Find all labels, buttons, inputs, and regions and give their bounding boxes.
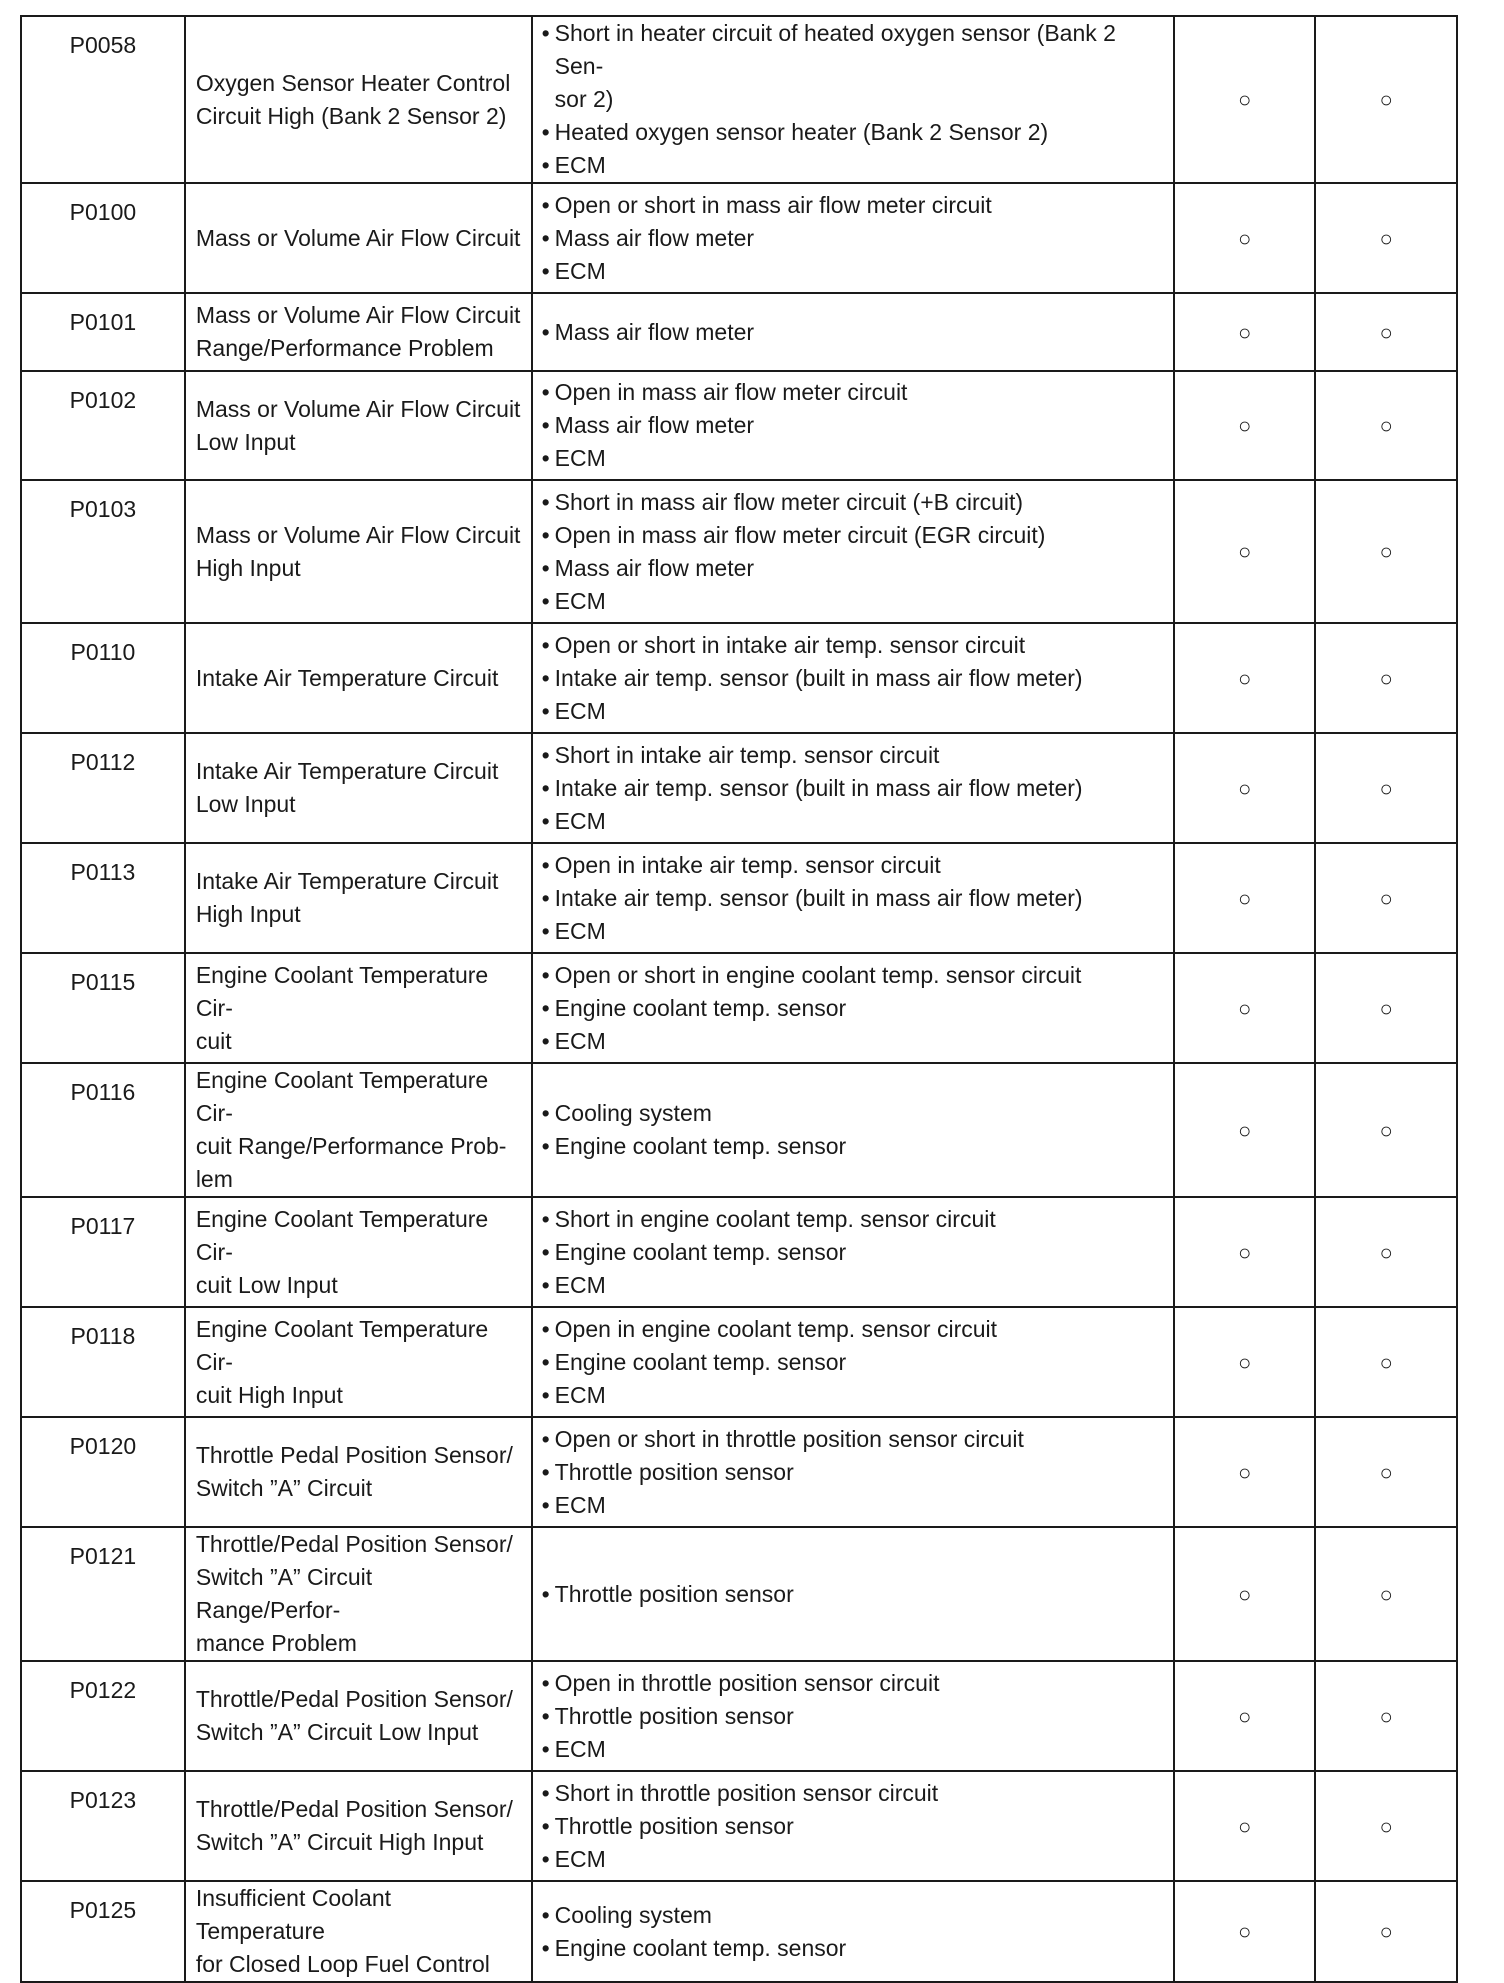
trouble-area (532, 843, 1174, 953)
trouble-area-list (541, 739, 1167, 838)
table-row (21, 183, 1457, 293)
trouble-area-list (541, 1313, 1167, 1412)
trouble-area (532, 480, 1174, 623)
mil-mark (1174, 623, 1316, 733)
memory-mark (1315, 293, 1457, 371)
trouble-area-item: • ECM (541, 1379, 1167, 1412)
mil-circle-mark: ○ (1237, 1703, 1252, 1729)
trouble-area-list (541, 189, 1167, 288)
trouble-area-item: • Throttle position sensor (541, 1700, 1167, 1733)
mil-mark (1174, 16, 1316, 183)
mil-mark (1174, 1417, 1316, 1527)
memory-circle-mark: ○ (1379, 413, 1393, 438)
dtc-table-body (21, 16, 1457, 1982)
mil-mark (1174, 1527, 1316, 1661)
mil-mark (1174, 843, 1316, 953)
trouble-area-item: • ECM (541, 915, 1167, 948)
detection-item: Throttle/Pedal Position Sensor/ Switch ”A” Circuit Low Input (185, 1661, 532, 1771)
trouble-area-item: • ECM (541, 149, 1167, 182)
dtc-code: P0058 (21, 16, 185, 183)
memory-mark (1315, 1063, 1457, 1197)
memory-mark (1315, 371, 1457, 480)
dtc-code: P0116 (21, 1063, 185, 1197)
trouble-area-item: • ECM (541, 1489, 1167, 1522)
trouble-area-item: • Engine coolant temp. sensor (541, 1346, 1167, 1379)
table-row (21, 953, 1457, 1063)
trouble-area (532, 371, 1174, 480)
mil-circle-mark: ○ (1237, 665, 1252, 691)
trouble-area-item: • Intake air temp. sensor (built in mass air flow meter) (541, 662, 1167, 695)
dtc-table (20, 15, 1458, 1983)
detection-item: Mass or Volume Air Flow Circuit (185, 183, 532, 293)
mil-circle-mark: ○ (1237, 87, 1252, 112)
detection-item: Throttle Pedal Position Sensor/ Switch ”A” Circuit (185, 1417, 532, 1527)
trouble-area (532, 1771, 1174, 1881)
memory-mark (1315, 16, 1457, 183)
mil-mark (1174, 1063, 1316, 1197)
mil-mark (1174, 293, 1316, 371)
trouble-area-item: • Short in intake air temp. sensor circuit (541, 739, 1167, 772)
mil-mark (1174, 1771, 1316, 1881)
trouble-area-list (541, 629, 1167, 728)
memory-mark (1315, 1661, 1457, 1771)
trouble-area-item: • Open or short in mass air flow meter circuit (541, 189, 1167, 222)
mil-circle-mark: ○ (1237, 1813, 1252, 1839)
mil-circle-mark: ○ (1237, 413, 1252, 438)
mil-mark (1174, 371, 1316, 480)
trouble-area-item: • Open or short in throttle position sensor circuit (541, 1423, 1167, 1456)
mil-mark (1174, 1197, 1316, 1307)
detection-item: Throttle/Pedal Position Sensor/ Switch ”A” Circuit High Input (185, 1771, 532, 1881)
trouble-area-item: • ECM (541, 1733, 1167, 1766)
trouble-area-item: • Intake air temp. sensor (built in mass air flow meter) (541, 882, 1167, 915)
trouble-area-list (541, 959, 1167, 1058)
detection-item: Engine Coolant Temperature Cir- cuit (185, 953, 532, 1063)
memory-circle-mark: ○ (1379, 87, 1393, 112)
mil-mark (1174, 953, 1316, 1063)
table-row (21, 1771, 1457, 1881)
memory-mark (1315, 480, 1457, 623)
table-row (21, 843, 1457, 953)
memory-circle-mark: ○ (1379, 319, 1393, 345)
dtc-code: P0110 (21, 623, 185, 733)
mil-mark (1174, 1881, 1316, 1982)
detection-item: Mass or Volume Air Flow Circuit Range/Performance Problem (185, 293, 532, 371)
table-row (21, 293, 1457, 371)
trouble-area-item: • Open in mass air flow meter circuit (541, 376, 1167, 409)
memory-circle-mark: ○ (1379, 1349, 1393, 1375)
trouble-area-item: • Engine coolant temp. sensor (541, 992, 1167, 1025)
trouble-area-item: • Short in mass air flow meter circuit (+B circuit) (541, 486, 1167, 519)
trouble-area-item: • Engine coolant temp. sensor (541, 1236, 1167, 1269)
mil-mark (1174, 1661, 1316, 1771)
memory-circle-mark: ○ (1379, 1239, 1393, 1265)
memory-mark (1315, 1881, 1457, 1982)
table-row (21, 16, 1457, 183)
trouble-area-item: • Open in mass air flow meter circuit (EGR circuit) (541, 519, 1167, 552)
detection-item: Engine Coolant Temperature Cir- cuit Range/Performance Prob- lem (185, 1063, 532, 1197)
mil-circle-mark: ○ (1237, 885, 1252, 911)
trouble-area (532, 1661, 1174, 1771)
trouble-area-item: • Throttle position sensor (541, 1456, 1167, 1489)
table-row (21, 733, 1457, 843)
detection-item: Mass or Volume Air Flow Circuit Low Input (185, 371, 532, 480)
memory-circle-mark: ○ (1379, 775, 1393, 801)
trouble-area-list (541, 316, 1167, 349)
trouble-area (532, 293, 1174, 371)
detection-item: Intake Air Temperature Circuit High Input (185, 843, 532, 953)
trouble-area (532, 183, 1174, 293)
mil-circle-mark: ○ (1237, 995, 1252, 1021)
trouble-area-item: • Open or short in intake air temp. sensor circuit (541, 629, 1167, 662)
memory-mark (1315, 1417, 1457, 1527)
trouble-area-list (541, 17, 1167, 182)
table-row (21, 1197, 1457, 1307)
trouble-area-item: • ECM (541, 585, 1167, 618)
trouble-area-item: • Short in heater circuit of heated oxygen sensor (Bank 2 Sen- sor 2) (541, 17, 1167, 116)
mil-mark (1174, 733, 1316, 843)
trouble-area-list (541, 486, 1167, 618)
detection-item: Insufficient Coolant Temperature for Closed Loop Fuel Control (185, 1881, 532, 1982)
memory-circle-mark: ○ (1379, 225, 1393, 251)
memory-circle-mark: ○ (1379, 665, 1393, 691)
dtc-code: P0103 (21, 480, 185, 623)
dtc-code: P0122 (21, 1661, 185, 1771)
mil-circle-mark: ○ (1237, 539, 1252, 564)
dtc-code: P0101 (21, 293, 185, 371)
trouble-area-item: • ECM (541, 1025, 1167, 1058)
memory-mark (1315, 1197, 1457, 1307)
table-row (21, 1063, 1457, 1197)
trouble-area-item: • ECM (541, 1843, 1167, 1876)
table-row (21, 1417, 1457, 1527)
trouble-area-item: • Intake air temp. sensor (built in mass air flow meter) (541, 772, 1167, 805)
table-row (21, 371, 1457, 480)
trouble-area-item: • Cooling system (541, 1899, 1167, 1932)
trouble-area (532, 1197, 1174, 1307)
detection-item: Oxygen Sensor Heater Control Circuit High (Bank 2 Sensor 2) (185, 16, 532, 183)
memory-mark (1315, 1527, 1457, 1661)
memory-circle-mark: ○ (1379, 1117, 1393, 1143)
dtc-code: P0121 (21, 1527, 185, 1661)
trouble-area (532, 1307, 1174, 1417)
trouble-area-list (541, 1423, 1167, 1522)
trouble-area (532, 953, 1174, 1063)
memory-mark (1315, 623, 1457, 733)
trouble-area (532, 1063, 1174, 1197)
trouble-area-item: • Engine coolant temp. sensor (541, 1130, 1167, 1163)
trouble-area-list (541, 849, 1167, 948)
memory-circle-mark: ○ (1379, 1703, 1393, 1729)
dtc-code: P0115 (21, 953, 185, 1063)
detection-item: Engine Coolant Temperature Cir- cuit Low Input (185, 1197, 532, 1307)
mil-mark (1174, 480, 1316, 623)
trouble-area (532, 16, 1174, 183)
dtc-code: P0123 (21, 1771, 185, 1881)
table-row (21, 1661, 1457, 1771)
mil-circle-mark: ○ (1237, 1459, 1252, 1485)
memory-circle-mark: ○ (1379, 995, 1393, 1021)
trouble-area-item: • Mass air flow meter (541, 552, 1167, 585)
memory-circle-mark: ○ (1379, 539, 1393, 564)
detection-item: Engine Coolant Temperature Cir- cuit High Input (185, 1307, 532, 1417)
mil-circle-mark: ○ (1237, 1919, 1252, 1944)
trouble-area (532, 623, 1174, 733)
memory-circle-mark: ○ (1379, 1919, 1393, 1944)
trouble-area-item: • Heated oxygen sensor heater (Bank 2 Sensor 2) (541, 116, 1167, 149)
trouble-area-item: • Short in throttle position sensor circuit (541, 1777, 1167, 1810)
trouble-area-item: • ECM (541, 695, 1167, 728)
trouble-area-item: • ECM (541, 1269, 1167, 1302)
dtc-code: P0112 (21, 733, 185, 843)
trouble-area-item: • Open in engine coolant temp. sensor circuit (541, 1313, 1167, 1346)
trouble-area-item: • ECM (541, 805, 1167, 838)
table-row (21, 623, 1457, 733)
dtc-code: P0125 (21, 1881, 185, 1982)
memory-mark (1315, 1771, 1457, 1881)
mil-circle-mark: ○ (1237, 1349, 1252, 1375)
mil-mark (1174, 183, 1316, 293)
memory-circle-mark: ○ (1379, 1581, 1393, 1607)
trouble-area (532, 1881, 1174, 1982)
trouble-area-list (541, 1667, 1167, 1766)
memory-mark (1315, 953, 1457, 1063)
table-row (21, 1307, 1457, 1417)
detection-item: Throttle/Pedal Position Sensor/ Switch ”A” Circuit Range/Perfor- mance Problem (185, 1527, 532, 1661)
trouble-area-item: • Mass air flow meter (541, 222, 1167, 255)
trouble-area-item: • Mass air flow meter (541, 316, 1167, 349)
mil-circle-mark: ○ (1237, 1117, 1252, 1143)
dtc-code: P0113 (21, 843, 185, 953)
mil-circle-mark: ○ (1237, 1581, 1252, 1607)
memory-circle-mark: ○ (1379, 885, 1393, 911)
memory-circle-mark: ○ (1379, 1459, 1393, 1485)
mil-circle-mark: ○ (1237, 775, 1252, 801)
trouble-area-item: • Throttle position sensor (541, 1578, 1167, 1611)
memory-mark (1315, 183, 1457, 293)
trouble-area-item: • ECM (541, 442, 1167, 475)
trouble-area-item: • Open in intake air temp. sensor circuit (541, 849, 1167, 882)
trouble-area (532, 733, 1174, 843)
trouble-area-list (541, 1899, 1167, 1965)
trouble-area-item: • Open in throttle position sensor circuit (541, 1667, 1167, 1700)
trouble-area-item: • Open or short in engine coolant temp. sensor circuit (541, 959, 1167, 992)
memory-mark (1315, 843, 1457, 953)
table-row (21, 1881, 1457, 1982)
dtc-code: P0117 (21, 1197, 185, 1307)
trouble-area-item: • Short in engine coolant temp. sensor circuit (541, 1203, 1167, 1236)
mil-circle-mark: ○ (1237, 225, 1252, 251)
dtc-code: P0100 (21, 183, 185, 293)
detection-item: Intake Air Temperature Circuit Low Input (185, 733, 532, 843)
table-row (21, 1527, 1457, 1661)
mil-circle-mark: ○ (1237, 319, 1252, 345)
dtc-code: P0118 (21, 1307, 185, 1417)
dtc-code: P0120 (21, 1417, 185, 1527)
detection-item: Mass or Volume Air Flow Circuit High Input (185, 480, 532, 623)
trouble-area-item: • Engine coolant temp. sensor (541, 1932, 1167, 1965)
trouble-area (532, 1527, 1174, 1661)
trouble-area-list (541, 1203, 1167, 1302)
trouble-area-item: • ECM (541, 255, 1167, 288)
detection-item: Intake Air Temperature Circuit (185, 623, 532, 733)
dtc-code: P0102 (21, 371, 185, 480)
trouble-area (532, 1417, 1174, 1527)
trouble-area-item: • Cooling system (541, 1097, 1167, 1130)
memory-circle-mark: ○ (1379, 1813, 1393, 1839)
mil-mark (1174, 1307, 1316, 1417)
mil-circle-mark: ○ (1237, 1239, 1252, 1265)
trouble-area-list (541, 1777, 1167, 1876)
trouble-area-item: • Mass air flow meter (541, 409, 1167, 442)
table-row (21, 480, 1457, 623)
memory-mark (1315, 733, 1457, 843)
trouble-area-item: • Throttle position sensor (541, 1810, 1167, 1843)
trouble-area-list (541, 1097, 1167, 1163)
trouble-area-list (541, 1578, 1167, 1611)
trouble-area-list (541, 376, 1167, 475)
memory-mark (1315, 1307, 1457, 1417)
